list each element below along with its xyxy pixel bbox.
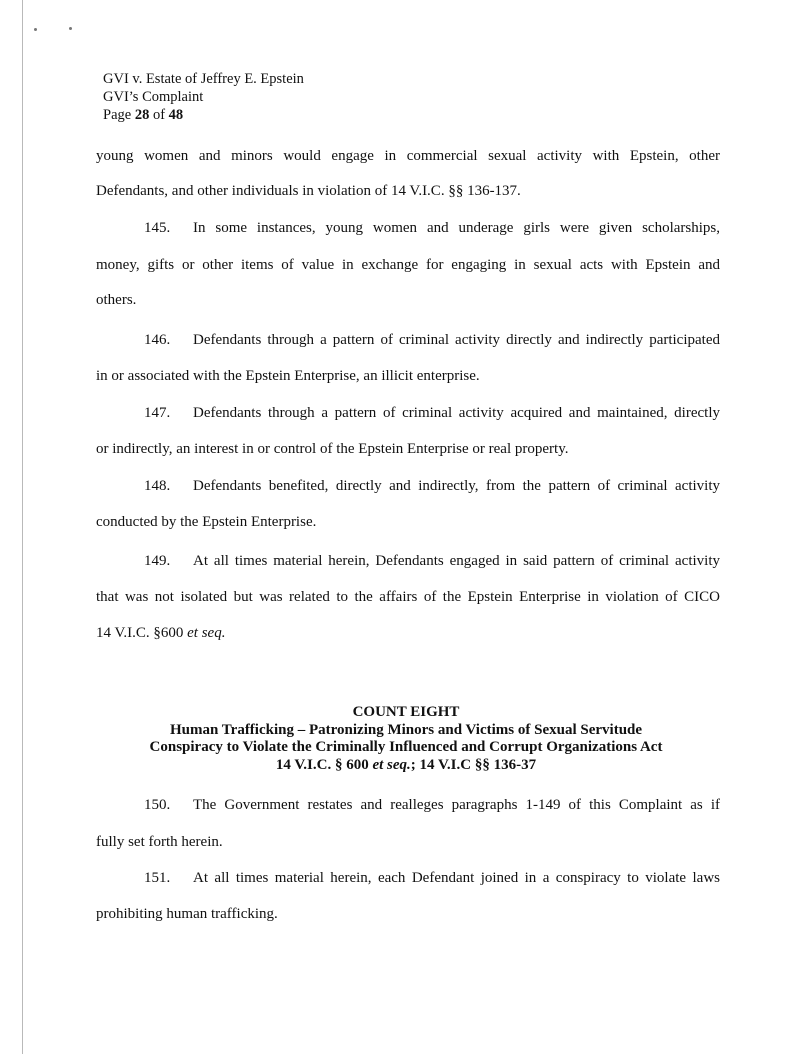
paragraph-number: 149. [144, 553, 171, 569]
paragraph-number: 147. [144, 405, 171, 421]
paragraph-line: others. [96, 292, 137, 308]
paragraph-number: 151. [144, 870, 171, 886]
paragraph-line: conducted by the Epstein Enterprise. [96, 514, 317, 530]
paragraph-line: in or associated with the Epstein Enterprise, an illicit enterprise. [96, 368, 480, 384]
page-indicator: Page 28 of 48 [103, 107, 184, 123]
scan-speck [69, 27, 72, 30]
page-number: 28 [134, 107, 150, 123]
paragraph-line: or indirectly, an interest in or control of the Epstein Enterprise or real property. [96, 441, 569, 457]
paragraph-line: prohibiting human trafficking. [96, 906, 278, 922]
paragraph-line: that was not isolated but was related to the affairs of the Epstein Enterprise in violation of CICO [96, 589, 720, 605]
paragraph-149: 149. At all times material herein, Defendants engaged in said pattern of criminal activity [144, 553, 720, 569]
paragraph-146: 146. Defendants through a pattern of criminal activity directly and indirectly participated [144, 332, 720, 348]
case-header [103, 70, 304, 124]
page-total: 48 [168, 107, 184, 123]
count-subtitle-3: 14 V.I.C. § 600 et seq.; 14 V.I.C §§ 136-37 [275, 756, 537, 773]
paragraph-line: young women and minors would engage in commercial sexual activity with Epstein, other [96, 148, 720, 164]
paragraph-line: 14 V.I.C. §600 et seq. [96, 625, 226, 641]
paragraph-line: money, gifts or other items of value in exchange for engaging in sexual acts with Epstein and [96, 257, 720, 273]
paragraph-151: 151. At all times material herein, each Defendant joined in a conspiracy to violate laws [144, 870, 720, 886]
paragraph-148: 148. Defendants benefited, directly and indirectly, from the pattern of criminal activity [144, 478, 720, 494]
scan-speck [34, 28, 37, 31]
case-caption: GVI v. Estate of Jeffrey E. Epstein [103, 71, 304, 87]
paragraph-150: 150. The Government restates and realleges paragraphs 1-149 of this Complaint as if [144, 797, 720, 813]
paragraph-number: 145. [144, 220, 171, 236]
scan-margin-line [22, 0, 23, 1054]
paragraph-147: 147. Defendants through a pattern of criminal activity acquired and maintained, directly [144, 405, 720, 421]
count-heading [96, 704, 716, 774]
count-subtitle-2: Conspiracy to Violate the Criminally Influenced and Corrupt Organizations Act [149, 739, 663, 755]
italic-citation: et seq. [187, 625, 226, 641]
paragraph-line: Defendants, and other individuals in violation of 14 V.I.C. §§ 136-137. [96, 183, 521, 199]
document-title: GVI’s Complaint [103, 89, 204, 105]
paragraph-number: 148. [144, 478, 171, 494]
paragraph-145: 145. In some instances, young women and underage girls were given scholarships, [144, 220, 720, 236]
paragraph-line: fully set forth herein. [96, 834, 223, 850]
paragraph-number: 150. [144, 797, 171, 813]
paragraph-number: 146. [144, 332, 171, 348]
count-subtitle-1: Human Trafficking – Patronizing Minors and Victims of Sexual Servitude [169, 721, 643, 738]
count-title: COUNT EIGHT [352, 704, 460, 720]
